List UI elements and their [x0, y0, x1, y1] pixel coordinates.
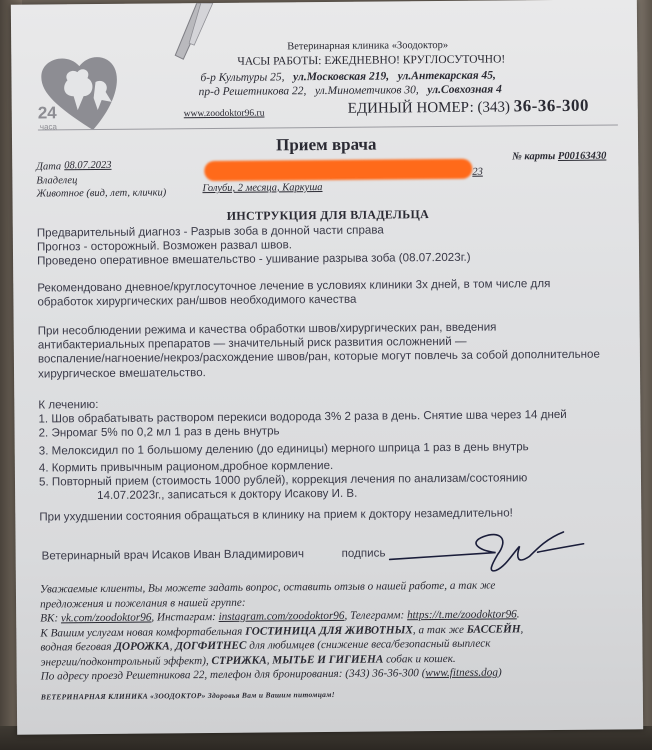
- fitness-link[interactable]: www.fitness.dog: [425, 666, 498, 680]
- clinic-address-line-1: б-р Культуры 25, ул.Московская 219, ул.Антекарская 45,: [200, 69, 496, 85]
- instructions-block: [37, 223, 471, 269]
- warning-line-2: антибактериальных препаратов — значительный риск развития осложнений —: [37, 334, 467, 352]
- warning-line-4: хирургическое вмешательство.: [37, 365, 206, 381]
- warning-block: [38, 320, 601, 382]
- logo-24-label: 24: [37, 103, 57, 123]
- treatment-item-5-continued: 14.07.2023г., записаться к доктору Исакову И. В.: [97, 486, 358, 503]
- scissors-icon: [161, 3, 222, 62]
- animal-label: Животное (вид, лет, клички): [36, 187, 167, 200]
- vk-link[interactable]: vk.com/zoodoktor96: [60, 611, 152, 625]
- owner-label: Владелец: [36, 175, 78, 187]
- recommendation-block: [37, 277, 550, 310]
- treatment-item-4: 4. Кормить привычным рационом,дробное кормление.: [38, 458, 334, 475]
- animal-value: Голуби, 2 месяца, Каркуша: [202, 182, 323, 195]
- doctor-name: Ветеринарный врач Исаков Иван Владимирович: [41, 547, 305, 563]
- date-label: Дата: [36, 161, 62, 173]
- treatment-item-5: 5. Повторный прием (стоимость 1000 рублей), коррекция лечения по анализам/состоянию: [38, 471, 528, 489]
- logo-hours-label: часа: [39, 122, 58, 132]
- instructions-heading: ИНСТРУКЦИЯ ДЛЯ ВЛАДЕЛЬЦА: [226, 207, 430, 223]
- doctor-signature: [387, 512, 588, 584]
- clinic-name: Ветеринарная клиника «Зоодоктор»: [287, 39, 449, 53]
- treatment-block: [38, 394, 567, 504]
- treatment-item-2: 2. Энромаг 5% по 0,2 мл 1 раз в день внутрь: [38, 424, 280, 440]
- footer-services-line-1: К Вашим услугам новая комфортабельная ГОСТИНИЦА ДЛЯ ЖИВОТНЫХ, а так же БАССЕЙН,: [40, 622, 524, 640]
- recommendation-line-1: Рекомендовано дневное/круглосуточное лечение в условиях клиники 3х дней, в том числе для: [37, 277, 551, 295]
- footer-line-1: Уважаемые клиенты, Вы можете задать вопрос, оставить отзыв о нашей работе, а так же: [39, 579, 496, 596]
- card-number: № карты P00163430: [512, 150, 607, 163]
- footer-tagline: ВЕТЕРИНАРНАЯ КЛИНИКА «ЗООДОКТОР» Здоровья Вам и Вашим питомцам!: [40, 689, 335, 702]
- clinic-logo: [37, 52, 148, 133]
- redaction-mark: [204, 159, 472, 181]
- clinic-website: www.zoodoktor96.ru: [183, 108, 265, 120]
- footer-social-line: ВК: vk.com/zoodoktor96, Инстаграм: instagram.com/zoodoktor96, Телеграмм: https://t.me/zoodoktor96.: [40, 608, 520, 625]
- recommendation-line-2: обработок хирургических ран/швов необходимого качества: [37, 292, 357, 309]
- surgery-text: Проведено оперативное вмешательство - ушивание разрыва зоба (08.07.2023г.): [37, 251, 471, 268]
- veterinary-instruction-sheet: [11, 0, 643, 735]
- treatment-heading: К лечению:: [38, 397, 99, 412]
- treatment-item-3: 3. Мелоксидил по 1 большому делению (до единицы) мерного шприца 1 раз в день внутрь: [38, 439, 529, 458]
- footer-line-2: предложения и пожелания в нашей группе:: [40, 596, 246, 611]
- diagnosis-text: Предварительный диагноз - Разрыв зоба в донной части справа: [36, 223, 384, 240]
- clinic-hours: ЧАСЫ РАБОТЫ: ЕЖЕДНЕВНО! КРУГЛОСУТОЧНО!: [237, 53, 506, 68]
- warning-line-3: воспаление/нагноение/некроз/расхождение швов/ран, которые могут повлечь за собой дополнительное: [37, 348, 600, 366]
- telegram-link[interactable]: https://t.me/zoodoktor96: [406, 608, 517, 622]
- footer-services-line-3: энергии/подконтрольный эффект), СТРИЖКА, МЫТЬЕ И ГИГИЕНА собак и кошек.: [40, 652, 456, 669]
- document-title: Прием врача: [275, 134, 377, 155]
- clinic-address-line-2: пр-д Решетникова 22, ул.Минометчиков 30, ул.Совхозная 4: [198, 83, 502, 99]
- warning-line-1: При несоблюдении режима и качества обработки швов/хирургических ран, введения: [37, 320, 497, 338]
- signature-label: подпись: [341, 546, 386, 560]
- worsening-note: При ухудшении состояния обращаться в клинику на прием к доктору незамедлительно!: [39, 506, 513, 524]
- date-value: 08.07.2023: [64, 159, 112, 172]
- footer-block: [40, 578, 524, 684]
- treatment-item-1: 1. Шов обрабатывать раствором перекиси водорода 3% 2 раза в день. Снятие шва через 14 дней: [38, 408, 567, 426]
- owner-value-end: 23: [472, 166, 483, 178]
- footer-services-line-2: водная беговая ДОРОЖКА, ДОГФИТНЕС для любимцев (снижение веса/безопасный выплеск: [40, 637, 491, 654]
- footer-booking-line: По адресу проезд Решетникова 22, телефон для бронирования: (343) 36-36-300 (www.fitness.dog): [40, 666, 502, 683]
- instagram-link[interactable]: instagram.com/zoodoktor96: [218, 609, 345, 623]
- prognosis-text: Прогноз - осторожный. Возможен развал швов.: [36, 238, 293, 254]
- clinic-phone: ЕДИНЫЙ НОМЕР: (343) 36-36-300: [347, 95, 590, 117]
